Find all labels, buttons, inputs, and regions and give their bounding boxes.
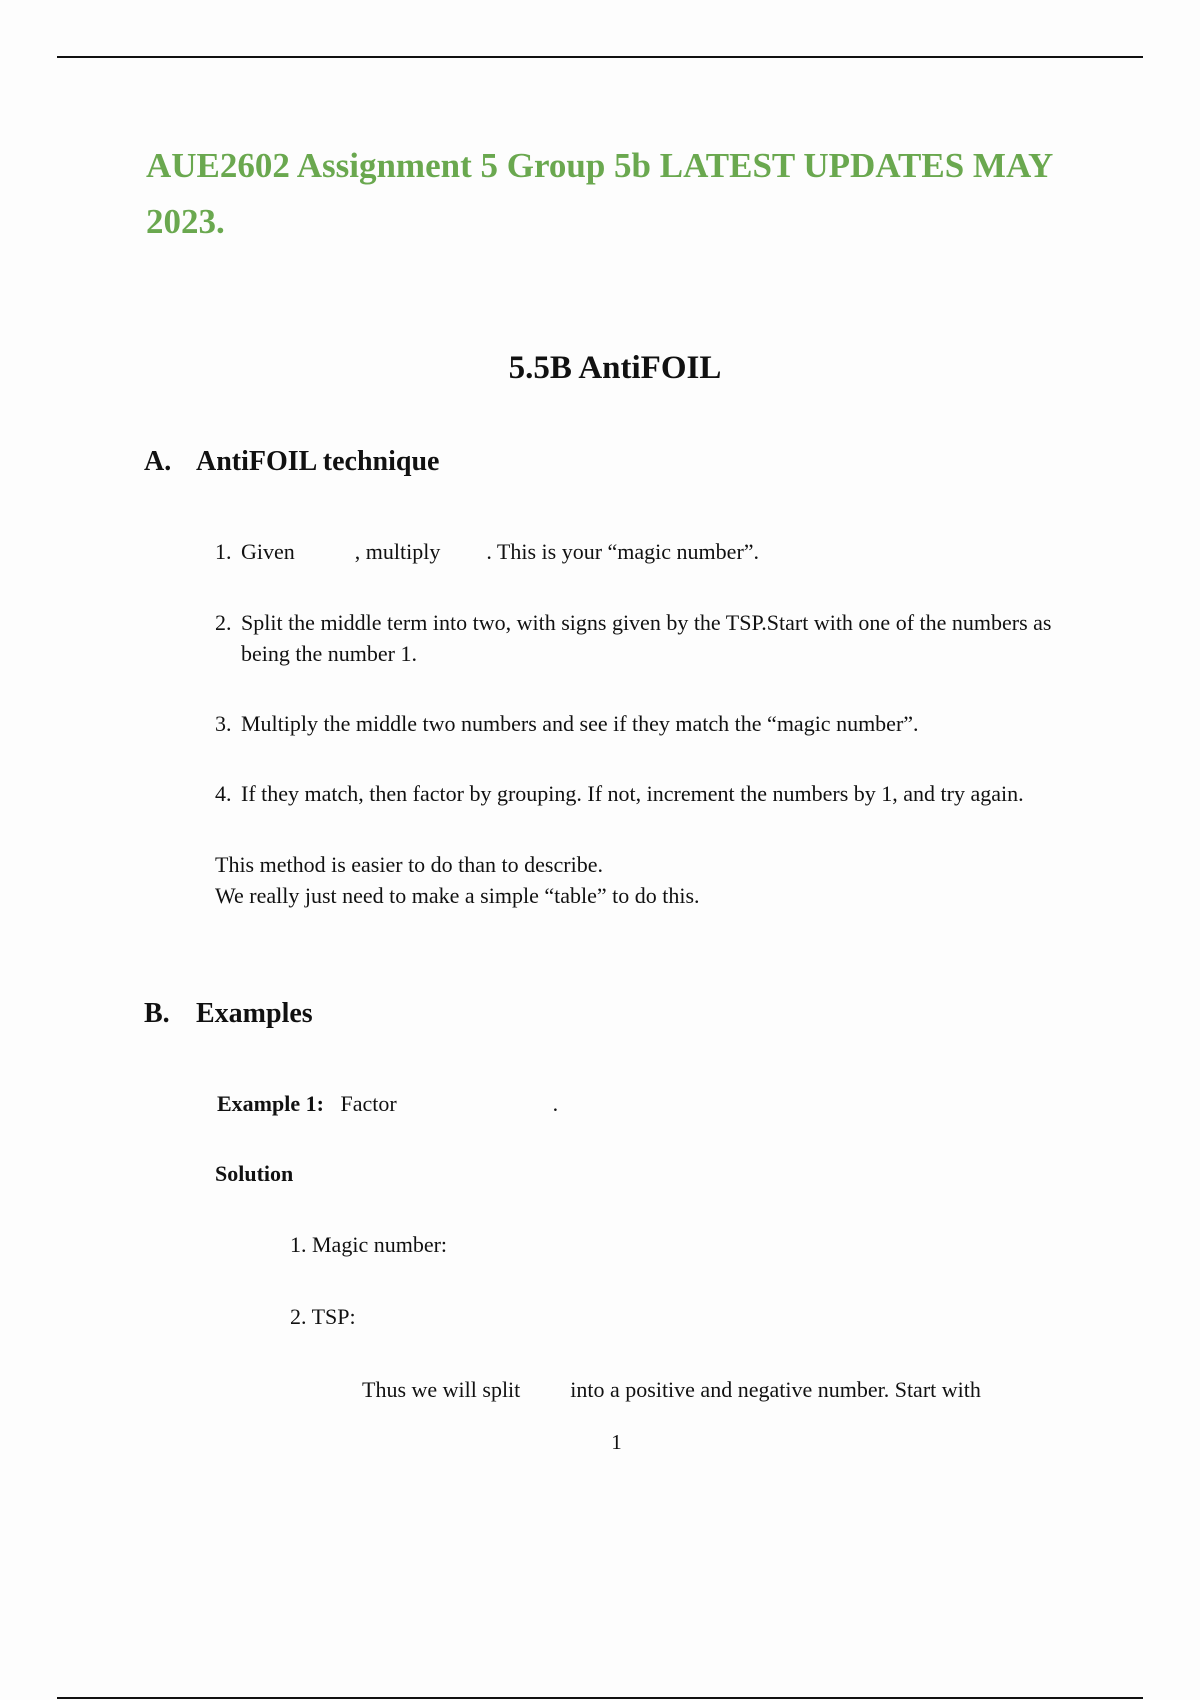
solution-step-1-text: Magic number: <box>312 1232 448 1257</box>
part-b-heading <box>144 998 313 1030</box>
step-3-text: Multiply the middle two numbers and see if they match the “magic number”. <box>241 711 919 736</box>
step-3-number: 3. <box>215 711 232 736</box>
step-2-number: 2. <box>215 610 232 635</box>
split-text-a: Thus we will split <box>362 1377 521 1402</box>
example-1 <box>217 1088 558 1119</box>
step-4-text: If they match, then factor by grouping. If not, increment the numbers by 1, and try again. <box>241 781 1024 806</box>
example-1-label: Example 1: <box>217 1091 324 1116</box>
solution-step-2-text: TSP: <box>311 1304 356 1329</box>
part-b-letter: B. <box>144 998 170 1029</box>
part-a-letter: A. <box>144 446 172 477</box>
top-rule <box>57 56 1143 58</box>
step-4-number: 4. <box>215 781 232 806</box>
solution-label: Solution <box>215 1161 294 1186</box>
bottom-rule <box>57 1697 1143 1699</box>
solution-step-1-number: 1. <box>290 1232 307 1257</box>
part-a-title: AntiFOIL technique <box>196 446 440 477</box>
step-1-text-b: , multiply <box>354 539 441 564</box>
document-title: AUE2602 Assignment 5 Group 5b LATEST UPDATES MAY 2023. <box>146 146 1052 241</box>
solution-step-2-number: 2. <box>290 1304 307 1329</box>
part-b-title: Examples <box>196 998 313 1029</box>
step-3 <box>215 708 1095 739</box>
page-number: 1 <box>611 1430 622 1454</box>
example-1-end: . <box>552 1091 559 1116</box>
example-1-text: Factor <box>340 1091 397 1116</box>
split-sentence <box>362 1374 981 1405</box>
solution-step-2 <box>290 1301 356 1332</box>
note-line-2: We really just need to make a simple “table” to do this. <box>215 883 700 908</box>
note-line-1: This method is easier to do than to describe. <box>215 852 603 877</box>
section-heading: 5.5B AntiFOIL <box>508 350 722 386</box>
step-1-text-a: Given <box>241 539 295 564</box>
step-4 <box>215 778 1095 809</box>
step-2-text: Split the middle term into two, with signs given by the TSP.Start with one of the numbers as being the number 1. <box>241 610 1052 666</box>
step-1-text-c: . This is your “magic number”. <box>486 539 760 564</box>
solution-step-1 <box>290 1229 447 1260</box>
step-1 <box>215 536 1095 567</box>
step-2 <box>215 607 1095 669</box>
part-a-heading <box>144 446 439 478</box>
split-text-b: into a positive and negative number. Start with <box>570 1377 981 1402</box>
step-1-number: 1. <box>215 539 232 564</box>
